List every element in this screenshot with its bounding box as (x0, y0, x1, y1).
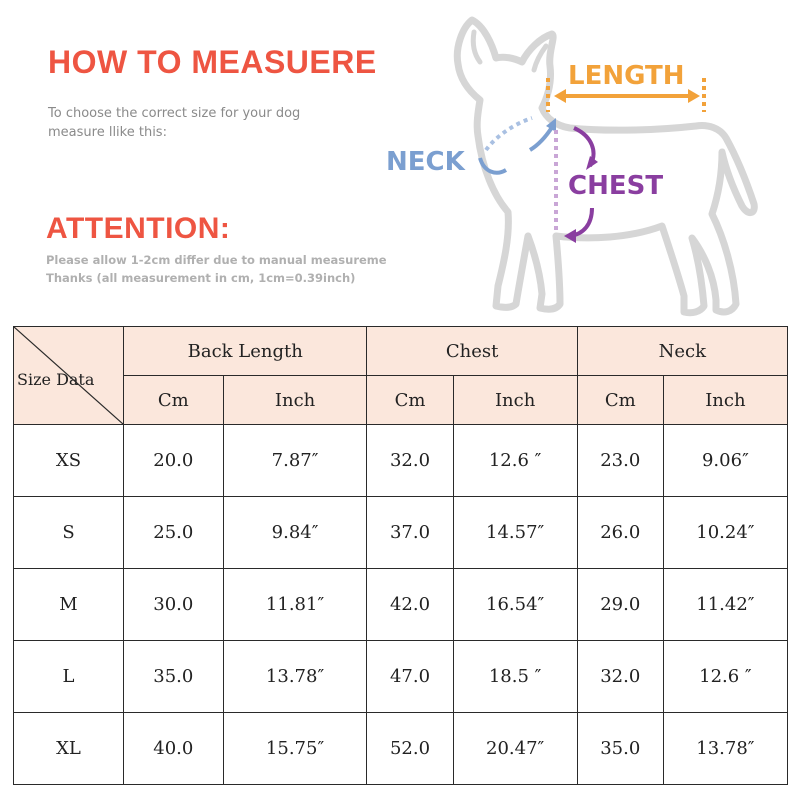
page-title: HOW TO MEASUERE (48, 44, 377, 80)
value-cell: 18.5 ″ (453, 641, 577, 713)
unit-header: Inch (223, 376, 367, 425)
table-row (14, 569, 788, 641)
value-cell: 23.0 (577, 425, 663, 497)
value-cell: 30.0 (124, 569, 224, 641)
value-cell: 35.0 (577, 713, 663, 785)
unit-header: Inch (453, 376, 577, 425)
attention-heading: ATTENTION: (46, 212, 231, 245)
chest-label: CHEST (568, 171, 664, 201)
value-cell: 20.0 (124, 425, 224, 497)
value-cell: 9.84″ (223, 497, 367, 569)
unit-header: Cm (367, 376, 453, 425)
group-header: Neck (577, 327, 787, 376)
unit-header: Cm (124, 376, 224, 425)
value-cell: 13.78″ (663, 713, 787, 785)
size-chart-table (13, 326, 788, 785)
value-cell: 20.47″ (453, 713, 577, 785)
attention-note-line: Thanks (all measurement in cm, 1cm=0.39inch) (46, 271, 356, 285)
attention-note (46, 251, 404, 287)
value-cell: 10.24″ (663, 497, 787, 569)
neck-label: NECK (386, 147, 465, 177)
size-cell: L (14, 641, 124, 713)
instructions-line: measure llike this: (48, 125, 167, 140)
dog-measurement-diagram (380, 0, 800, 325)
unit-header: Inch (663, 376, 787, 425)
size-cell: XL (14, 713, 124, 785)
corner-cell (14, 327, 124, 425)
value-cell: 26.0 (577, 497, 663, 569)
value-cell: 32.0 (367, 425, 453, 497)
value-cell: 42.0 (367, 569, 453, 641)
size-cell: S (14, 497, 124, 569)
value-cell: 32.0 (577, 641, 663, 713)
corner-label: Size Data (17, 370, 95, 389)
group-header: Back Length (124, 327, 367, 376)
value-cell: 12.6 ″ (453, 425, 577, 497)
attention-note-line: Please allow 1-2cm differ due to manual measureme (46, 253, 387, 267)
group-header: Chest (367, 327, 577, 376)
table-unit-row (14, 376, 788, 425)
table-row (14, 641, 788, 713)
value-cell: 11.42″ (663, 569, 787, 641)
size-cell: XS (14, 425, 124, 497)
instructions-line: To choose the correct size for your dog (48, 106, 301, 121)
value-cell: 14.57″ (453, 497, 577, 569)
value-cell: 29.0 (577, 569, 663, 641)
value-cell: 25.0 (124, 497, 224, 569)
value-cell: 52.0 (367, 713, 453, 785)
value-cell: 40.0 (124, 713, 224, 785)
value-cell: 11.81″ (223, 569, 367, 641)
value-cell: 13.78″ (223, 641, 367, 713)
value-cell: 15.75″ (223, 713, 367, 785)
value-cell: 35.0 (124, 641, 224, 713)
table-row (14, 425, 788, 497)
value-cell: 47.0 (367, 641, 453, 713)
table-row (14, 713, 788, 785)
unit-header: Cm (577, 376, 663, 425)
value-cell: 9.06″ (663, 425, 787, 497)
size-cell: M (14, 569, 124, 641)
length-label: LENGTH (568, 61, 685, 91)
table-header-row (14, 327, 788, 376)
value-cell: 37.0 (367, 497, 453, 569)
value-cell: 12.6 ″ (663, 641, 787, 713)
value-cell: 7.87″ (223, 425, 367, 497)
table-row (14, 497, 788, 569)
value-cell: 16.54″ (453, 569, 577, 641)
instructions-text (48, 104, 348, 142)
